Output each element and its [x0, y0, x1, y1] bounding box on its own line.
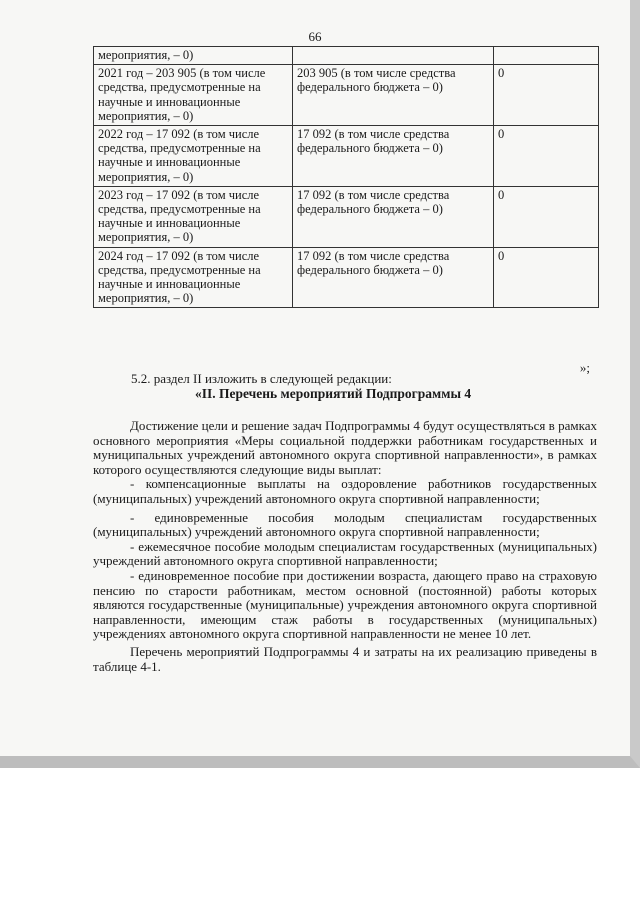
table-row	[94, 126, 599, 187]
table-cell-other: 0	[494, 65, 599, 126]
list-item: - единовременное пособие при достижении возраста, дающего право на страховую пенсию по старости работникам, местом основной (постоянной) работы которых являются государственные (муниципальные) учреждения автономного округа спортивной направленности, имеющим стаж работы в государственных (муниципальных) учреждениях автономного округа спортивной направленности не менее 10 лет.	[93, 567, 597, 642]
table-cell-amount: 17 092 (в том числе средства федерального бюджета – 0)	[293, 126, 494, 187]
table-cell-amount: 17 092 (в том числе средства федерального бюджета – 0)	[293, 186, 494, 247]
paragraph: Перечень мероприятий Подпрограммы 4 и затраты на их реализацию приведены в таблице 4-1.	[93, 643, 597, 674]
table-row	[94, 65, 599, 126]
table-cell-period: 2023 год – 17 092 (в том числе средства, предусмотренные на научные и инновационные мероприятия, – 0)	[94, 186, 293, 247]
table-cell-other	[494, 47, 599, 65]
table-cell-amount: 17 092 (в том числе средства федерального бюджета – 0)	[293, 247, 494, 308]
table-cell-other: 0	[494, 247, 599, 308]
page-number: 66	[308, 29, 322, 44]
list-item: - ежемесячное пособие молодым специалистам государственных (муниципальных) учреждений автономного округа спортивной направленности;	[93, 538, 597, 569]
list-item: - компенсационные выплаты на оздоровление работников государственных (муниципальных) учреждений автономного округа спортивной направленности;	[93, 476, 597, 506]
table-row	[94, 47, 599, 65]
closing-quote: »;	[579, 360, 590, 375]
table-cell-period: 2024 год – 17 092 (в том числе средства, предусмотренные на научные и инновационные мероприятия, – 0)	[94, 247, 293, 308]
table-row	[94, 186, 599, 247]
table-cell-other: 0	[494, 126, 599, 187]
section-heading: «II. Перечень мероприятий Подпрограммы 4	[195, 386, 472, 401]
table-row	[94, 247, 599, 308]
table-cell-period: мероприятия, – 0)	[94, 47, 293, 65]
paragraph: Достижение цели и решение задач Подпрограммы 4 будут осуществляться в рамках основного мероприятия «Меры социальной поддержки работникам государственных и муниципальных учреждений автономного округа спортивной направленности», в рамках которого осуществляются следующие виды выплат:	[93, 418, 597, 477]
table-cell-amount	[293, 47, 494, 65]
table-cell-amount: 203 905 (в том числе средства федерального бюджета – 0)	[293, 65, 494, 126]
table-cell-period: 2021 год – 203 905 (в том числе средства, предусмотренные на научные и инновационные мероприятия, – 0)	[94, 65, 293, 126]
table-cell-period: 2022 год – 17 092 (в том числе средства, предусмотренные на научные и инновационные мероприятия, – 0)	[94, 126, 293, 187]
document-body	[93, 419, 597, 674]
funding-table	[93, 46, 599, 308]
section-intro: 5.2. раздел II изложить в следующей редакции:	[131, 371, 392, 386]
list-item: - единовременные пособия молодым специалистам государственных (муниципальных) учреждений автономного округа спортивной направленности;	[93, 509, 597, 540]
table-cell-other: 0	[494, 186, 599, 247]
